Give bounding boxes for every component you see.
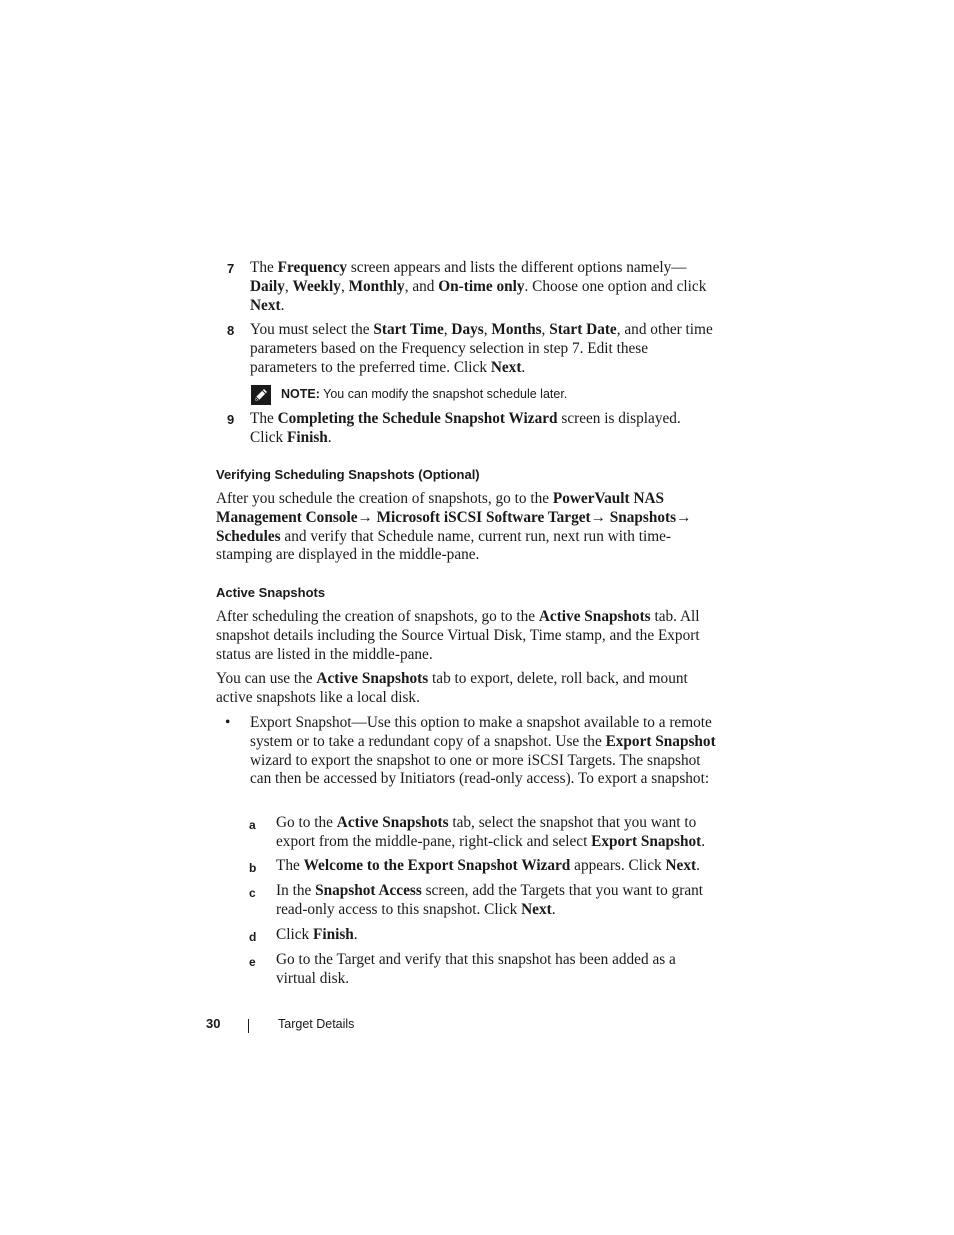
- bold-term: Next: [490, 358, 522, 376]
- text-run: The: [250, 410, 278, 427]
- text-run: .: [701, 832, 706, 850]
- bold-term: Finish: [286, 428, 328, 446]
- bold-term: Snapshots: [609, 508, 677, 526]
- text-run: .: [280, 296, 285, 314]
- bold-term: Monthly: [348, 277, 405, 295]
- text-run: .: [551, 900, 556, 918]
- text-run: , and other time parameters based on the Frequency selection in step 7. Edit these parameters to the preferred time. Click: [250, 321, 713, 376]
- substep-letter: a: [249, 818, 256, 832]
- substep-text: [276, 814, 718, 852]
- step-number: 8: [227, 323, 235, 338]
- text-run: ,: [443, 321, 452, 338]
- text-run: appears. Click: [570, 857, 666, 874]
- page-number: 30: [206, 1016, 221, 1031]
- text-run: .: [327, 428, 332, 446]
- footer-divider: [248, 1019, 249, 1033]
- text-run: .: [696, 857, 700, 874]
- text-run: Go to the: [276, 814, 337, 831]
- text-run: ,: [483, 321, 492, 338]
- note-body: You can modify the snapshot schedule later.: [319, 387, 568, 401]
- step-text: [250, 321, 716, 377]
- text-run: screen, add the Targets that you want to grant read-only access to this snapshot. Click: [276, 882, 704, 918]
- bold-term: Active Snapshots: [316, 670, 429, 687]
- step-text: [250, 259, 716, 315]
- text-run: tab. All snapshot details including the Source Virtual Disk, Time stamp, and the Export status are listed in the middle-pane.: [216, 608, 700, 663]
- footer-section-title: Target Details: [278, 1017, 355, 1031]
- paragraph-active-2: [216, 670, 716, 708]
- paragraph-active-1: [216, 608, 716, 664]
- bold-term: Export Snapshot: [605, 732, 716, 750]
- section-heading-verifying: Verifying Scheduling Snapshots (Optional): [216, 467, 480, 482]
- text-run: wizard to export the snapshot to one or more iSCSI Targets. The snapshot can then be accessed by Initiators (read-only access). To export a snapshot:: [250, 751, 710, 788]
- bold-term: Microsoft iSCSI Software Target: [376, 508, 591, 526]
- substep-text: [276, 882, 718, 920]
- step-text: [250, 410, 716, 448]
- substep-letter: e: [249, 955, 256, 969]
- step-number: 7: [227, 261, 235, 276]
- bold-term: Snapshot Access: [315, 882, 422, 899]
- note-box: [250, 384, 720, 406]
- text-run: Click: [276, 926, 313, 943]
- substep-letter: d: [249, 930, 257, 944]
- bold-term: Daily: [250, 277, 285, 295]
- bold-term: Export Snapshot: [591, 832, 702, 850]
- step-number: 9: [227, 412, 235, 427]
- text-run: tab, select the snapshot that you want to export from the middle-pane, right-click and select: [276, 814, 697, 850]
- bullet-text: [250, 714, 716, 789]
- text-run: →: [357, 508, 377, 526]
- text-run: .: [353, 926, 358, 943]
- bold-term: PowerVault NAS Management Console: [216, 490, 665, 526]
- bold-term: Weekly: [292, 277, 341, 295]
- text-run: screen is displayed. Click: [250, 410, 681, 446]
- bold-term: Start Time: [373, 321, 444, 338]
- text-run: and verify that Schedule name, current run, next run with time-stamping are displayed in the middle-pane.: [216, 527, 671, 564]
- substep-text: [276, 857, 718, 876]
- bold-term: Finish: [312, 926, 354, 943]
- text-run: , and: [404, 277, 439, 295]
- text-run: After scheduling the creation of snapshots, go to the: [216, 608, 539, 625]
- text-run: . Choose one option and click: [524, 277, 707, 295]
- bold-term: Next: [665, 857, 697, 874]
- bold-term: On-time only: [438, 277, 525, 295]
- text-run: After you schedule the creation of snapshots, go to the: [216, 490, 553, 507]
- text-run: →: [590, 508, 610, 526]
- paragraph-verifying: [216, 490, 716, 565]
- text-run: tab to export, delete, roll back, and mount active snapshots like a local disk.: [216, 670, 688, 706]
- bold-term: Days: [451, 321, 484, 338]
- text-run: ,: [541, 321, 550, 338]
- bold-term: Next: [250, 296, 281, 314]
- text-run: .: [521, 358, 526, 376]
- bold-term: Completing the Schedule Snapshot Wizard: [277, 410, 558, 427]
- substep-text: [276, 951, 718, 989]
- text-run: Export Snapshot—Use this option to make a snapshot available to a remote system or to take a redundant copy of a snapshot. Use the: [250, 714, 712, 750]
- note-text: [281, 387, 567, 401]
- text-run: Go to the Target and verify that this snapshot has been added as a virtual disk.: [276, 951, 676, 987]
- bold-term: Active Snapshots: [336, 814, 449, 831]
- bold-term: Schedules: [216, 527, 281, 545]
- text-run: The: [276, 857, 304, 874]
- bold-term: Welcome to the Export Snapshot Wizard: [303, 857, 571, 874]
- text-run: screen appears and lists the different options namely—: [347, 259, 687, 276]
- bold-term: Months: [491, 321, 542, 338]
- substep-letter: b: [249, 861, 257, 875]
- text-run: In the: [276, 882, 316, 899]
- bullet-symbol: •: [225, 714, 231, 731]
- substep-letter: c: [249, 886, 256, 900]
- text-run: ,: [340, 277, 349, 295]
- bold-term: Next: [521, 900, 552, 918]
- bold-term: Frequency: [277, 259, 348, 276]
- text-run: →: [676, 508, 692, 526]
- text-run: The: [250, 259, 278, 276]
- bold-term: Start Date: [549, 321, 617, 338]
- bold-term: Active Snapshots: [538, 608, 651, 625]
- pencil-note-icon: [250, 384, 272, 406]
- text-run: ,: [284, 277, 293, 295]
- section-heading-active-snapshots: Active Snapshots: [216, 585, 326, 600]
- note-label: NOTE:: [281, 387, 320, 401]
- text-run: You must select the: [250, 321, 374, 338]
- substep-text: [276, 926, 718, 945]
- page-footer: [0, 1016, 954, 1036]
- text-run: You can use the: [216, 670, 317, 687]
